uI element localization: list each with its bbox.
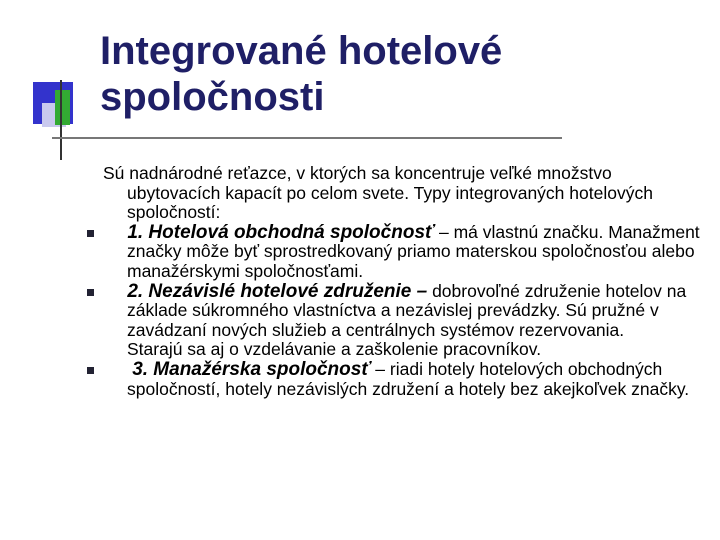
slide-title xyxy=(100,28,502,120)
square-bullet-icon xyxy=(87,367,94,374)
item-2-text: dobrovoľné združenie hotelov na základe súkromného vlastníctva a nezávislej prevádzky. Sú pružné v zavádzaní nových služieb a centrálnych systémov rezervovania. xyxy=(127,280,687,340)
item-2-heading: 2. Nezávislé hotelové združenie – xyxy=(127,280,428,302)
decor-square-green xyxy=(55,90,70,125)
list-item-3 xyxy=(103,360,703,399)
item-1-text: – má vlastnú značku. Manažment značky môže byť sprostredkovaný priamo materskou spoločnosťou alebo manažérskymi spoločnosťami. xyxy=(127,221,700,281)
item-1-heading: 1. Hotelová obchodná spoločnosť xyxy=(127,221,435,243)
list-item-2 xyxy=(103,282,703,341)
decor-vertical-line xyxy=(60,80,62,160)
title-underline xyxy=(52,137,562,139)
item-3-heading: 3. Manažérska spoločnosť xyxy=(132,358,371,380)
item-2-extra: Starajú sa aj o vzdelávanie a zaškolenie pracovníkov. xyxy=(127,339,542,360)
list-item-1 xyxy=(103,223,703,282)
title-line-2: spoločnosti xyxy=(100,75,325,119)
item-3-text: – riadi hotely hotelových obchodných spoločností, hotely nezávislých združení a hotely bez akejkoľvek značky. xyxy=(127,358,690,399)
slide-body xyxy=(103,164,703,399)
square-bullet-icon xyxy=(87,230,94,237)
intro-paragraph: Sú nadnárodné reťazce, v ktorých sa koncentruje veľké množstvo ubytovacích kapacít po celom svete. Typy integrovaných hotelových spoločností: xyxy=(103,163,653,223)
title-line-1: Integrované hotelové xyxy=(100,29,503,73)
square-bullet-icon xyxy=(87,289,94,296)
